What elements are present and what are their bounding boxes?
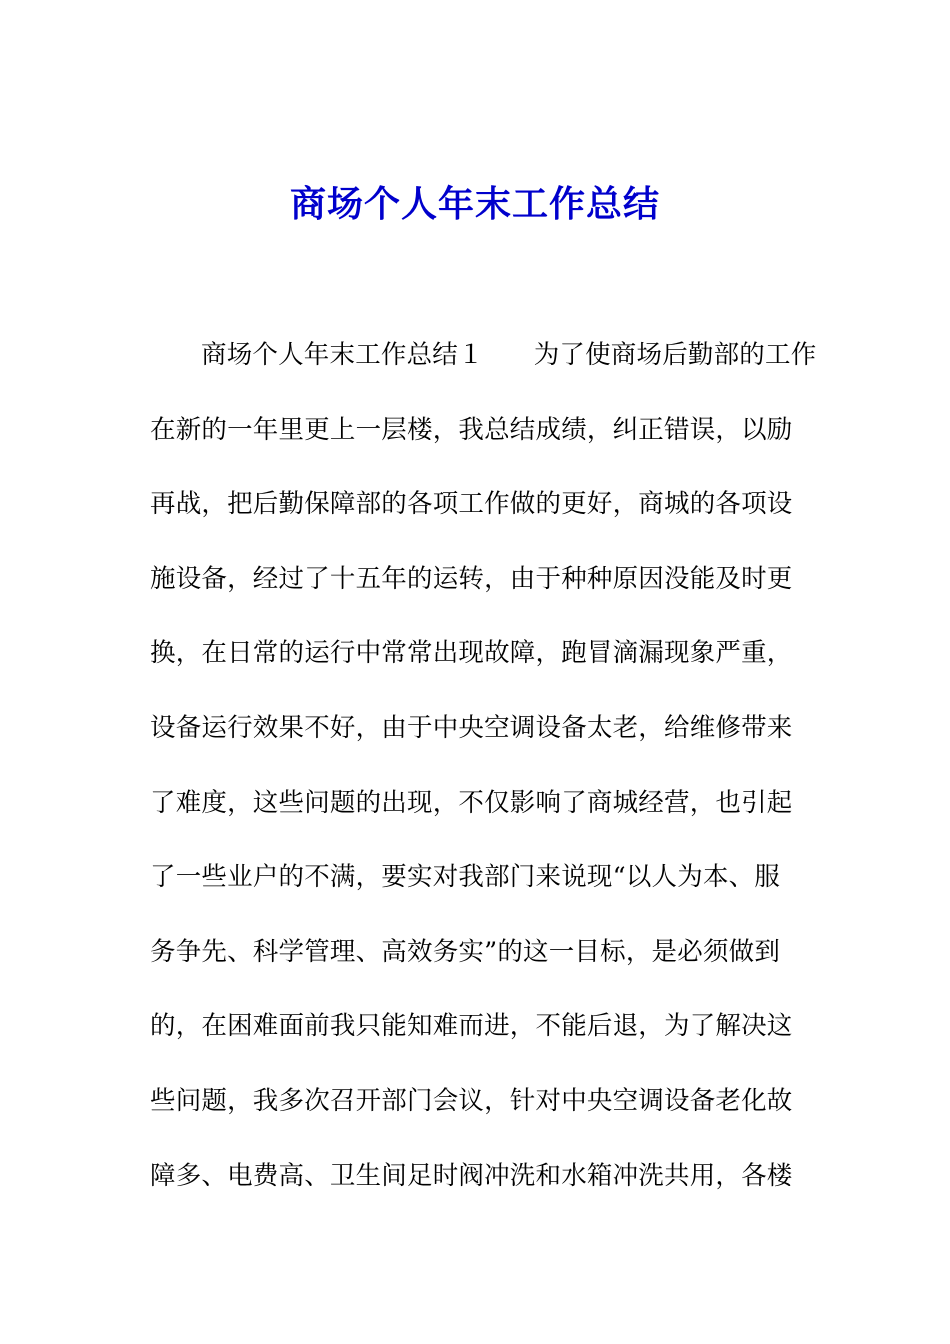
paragraph-line: 的，在困难面前我只能知难而进，不能后退，为了解决这: [150, 1011, 793, 1042]
body-paragraph: [150, 330, 817, 1225]
paragraph-line: 换，在日常的运行中常常出现故障，跑冒滴漏现象严重，: [150, 638, 793, 669]
document-title: 商场个人年末工作总结: [289, 183, 660, 225]
paragraph-first-line: [150, 330, 817, 405]
paragraph-line: 些问题，我多次召开部门会议，针对中央空调设备老化故: [150, 1085, 793, 1116]
paragraph-line: 务争先、科学管理、高效务实”的这一目标，是必须做到: [150, 936, 781, 967]
paragraph-line: 了一些业户的不满，要实对我部门来说现“以人为本、服: [150, 862, 781, 893]
paragraph-line: 再战，把后勤保障部的各项工作做的更好，商城的各项设: [150, 489, 793, 520]
paragraph-line: 障多、电费高、卫生间足时阀冲洗和水箱冲洗共用，各楼: [150, 1160, 793, 1191]
paragraph-line: 了难度，这些问题的出现，不仅影响了商城经营，也引起: [150, 787, 793, 818]
paragraph-line: 施设备，经过了十五年的运转，由于种种原因没能及时更: [150, 563, 793, 594]
first-line-text: 为了使商场后勤部的工作: [533, 340, 817, 370]
section-heading: 商场个人年末工作总结１: [201, 340, 484, 370]
paragraph-line: 设备运行效果不好，由于中央空调设备太老，给维修带来: [150, 712, 793, 743]
paragraph-line: 在新的一年里更上一层楼，我总结成绩，纠正错误，以励: [150, 414, 793, 445]
